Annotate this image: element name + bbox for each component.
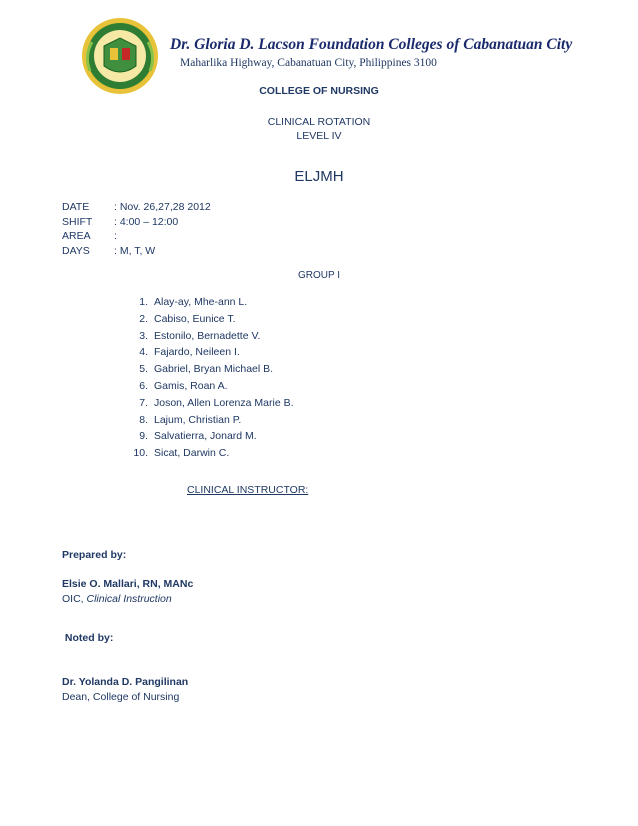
list-item: [128, 395, 294, 412]
prepared-by-position: [62, 593, 172, 605]
list-number: 3.: [139, 329, 148, 342]
detail-key: SHIFT: [62, 215, 93, 228]
list-number: 5.: [139, 363, 148, 376]
document-title: CLINICAL ROTATION: [267, 116, 371, 128]
detail-key: AREA: [62, 230, 91, 242]
list-number: 2.: [139, 312, 148, 325]
detail-value: : M, T, W: [114, 244, 156, 257]
member-name: Sicat, Darwin C.: [154, 447, 230, 460]
college-name: COLLEGE OF NURSING: [259, 85, 379, 97]
list-number: 8.: [139, 413, 148, 426]
prepared-by-name: Elsie O. Mallari, RN, MANc: [62, 578, 194, 590]
list-number: 9.: [139, 430, 148, 443]
member-name: Fajardo, Neileen I.: [154, 346, 240, 359]
noted-by-position: Dean, College of Nursing: [62, 691, 180, 703]
group-member-list: [128, 294, 294, 462]
noted-by-name: Dr. Yolanda D. Pangilinan: [62, 676, 189, 688]
detail-days: [62, 244, 211, 259]
detail-shift: [62, 215, 211, 230]
list-number: 10.: [133, 447, 148, 460]
list-number: 1.: [139, 296, 148, 308]
member-name: Gamis, Roan A.: [154, 379, 228, 392]
noted-by-label: Noted by:: [62, 632, 114, 644]
detail-value: : Nov. 26,27,28 2012: [114, 201, 211, 213]
detail-value: : 4:00 – 12:00: [114, 215, 179, 228]
member-name: Estonilo, Bernadette V.: [154, 329, 261, 342]
list-item: [128, 294, 294, 311]
member-name: Joson, Allen Lorenza Marie B.: [154, 396, 294, 409]
list-item: [128, 328, 294, 345]
rotation-details: [62, 200, 211, 258]
detail-area: [62, 229, 211, 244]
detail-date: [62, 200, 211, 215]
list-number: 6.: [139, 379, 148, 392]
school-seal-logo: [80, 16, 160, 96]
institution-address: Maharlika Highway, Cabanatuan City, Philippines 3100: [180, 57, 437, 69]
member-name: Alay-ay, Mhe-ann L.: [154, 296, 248, 308]
list-item: [128, 378, 294, 395]
member-name: Salvatierra, Jonard M.: [154, 430, 257, 443]
institution-name: Dr. Gloria D. Lacson Foundation Colleges of Cabanatuan City: [170, 36, 573, 53]
list-item: [128, 412, 294, 429]
level-label: LEVEL IV: [296, 130, 342, 142]
list-item: [128, 361, 294, 378]
list-item: [128, 445, 294, 462]
list-number: 4.: [139, 346, 148, 359]
group-label: GROUP I: [297, 270, 341, 281]
list-item: [128, 311, 294, 328]
hospital-name: ELJMH: [294, 168, 344, 185]
member-name: Cabiso, Eunice T.: [154, 312, 236, 325]
list-item: [128, 428, 294, 445]
detail-value: :: [114, 230, 117, 242]
position-prefix: OIC,: [62, 593, 87, 605]
list-number: 7.: [139, 396, 148, 409]
clinical-instructor-label: CLINICAL INSTRUCTOR:: [187, 484, 309, 496]
member-name: Lajum, Christian P.: [154, 413, 242, 426]
prepared-by-label: Prepared by:: [62, 549, 127, 561]
member-name: Gabriel, Bryan Michael B.: [154, 363, 274, 376]
detail-key: DAYS: [62, 244, 90, 257]
list-item: [128, 344, 294, 361]
detail-key: DATE: [62, 201, 90, 213]
position-title: Clinical Instruction: [86, 593, 172, 605]
